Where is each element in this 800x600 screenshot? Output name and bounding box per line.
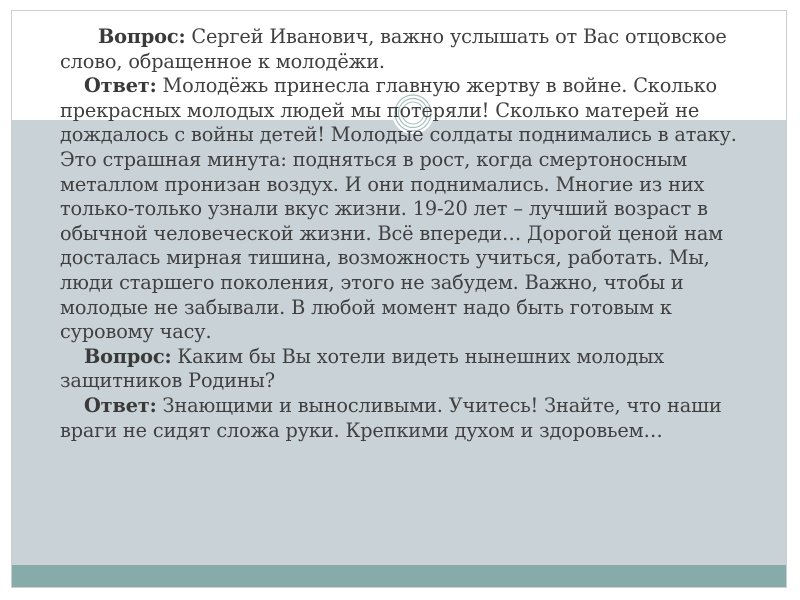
- paragraph-question-1: [60, 25, 760, 74]
- slide-frame: [11, 10, 787, 588]
- question-text: Каким бы Вы хотели видеть нынешних молодых защитников Родины?: [60, 344, 664, 393]
- answer-label: Ответ:: [84, 393, 157, 417]
- answer-text: Знающими и выносливыми. Учитесь! Знайте, что наши враги не сидят сложа руки. Крепкими духом и здоровьем…: [60, 393, 722, 442]
- paragraph-answer-2: [60, 394, 760, 443]
- paragraph-question-2: [60, 345, 760, 394]
- paragraph-answer-1: [60, 74, 760, 345]
- question-label: Вопрос:: [98, 25, 186, 48]
- footer-bar: [12, 565, 786, 587]
- question-label: Вопрос:: [84, 344, 172, 368]
- answer-text: Молодёжь принесла главную жертву в войне. Сколько прекрасных молодых людей мы потеряли! Сколько матерей не дождалось с войны детей! Молодые солдаты поднимались в атаку. Это страшная минута: подняться в рост, когда смертоносным металлом пронизан воздух. И они поднимались. Многие из них только-только узнали вкус жизни. 19-20 лет – лучший возраст в обычной человеческой жизни. Всё впереди… Дорогой ценой нам досталась мирная тишина, возможность учиться, работать. Мы, люди старшего поколения, этого не забудем. Важно, чтобы и молодые не забывали. В любой момент надо быть готовым к суровому часу.: [60, 74, 737, 344]
- interview-text: [60, 25, 760, 443]
- question-text: Сергей Иванович, важно услышать от Вас отцовское слово, обращенное к молодёжи.: [60, 25, 727, 73]
- answer-label: Ответ:: [84, 74, 157, 98]
